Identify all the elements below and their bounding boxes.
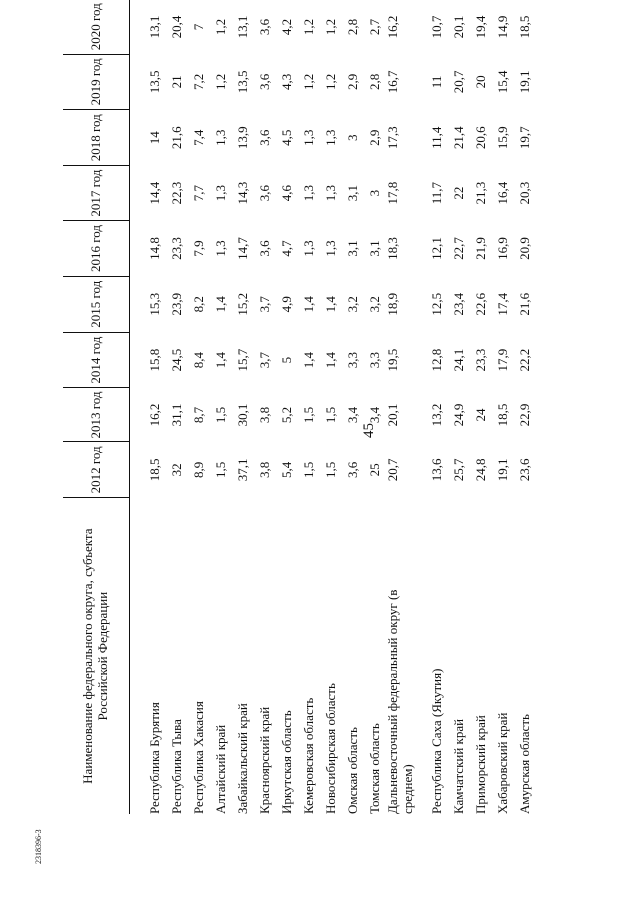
value-cell: 3,7: [256, 351, 272, 369]
value-cell: 15,4: [494, 70, 510, 94]
value-cell: 3,1: [344, 240, 360, 257]
value-cell: 8,7: [190, 406, 206, 424]
value-cell: 16,2: [385, 15, 400, 39]
value-cell: 3,1: [344, 184, 360, 202]
value-cell: 3,6: [256, 73, 272, 91]
value-cell: 17,8: [385, 181, 400, 205]
value-cell: 8,9: [190, 461, 206, 479]
value-cell: 22,7: [450, 237, 466, 260]
value-cell: 1,2: [300, 18, 316, 36]
value-cell: 24,5: [168, 348, 184, 372]
header-year: 2019 год: [63, 54, 130, 110]
value-cell: 16,9: [494, 237, 510, 260]
value-cell: 21: [168, 75, 184, 89]
value-cell: 7,9: [190, 240, 206, 257]
value-cell: 22,3: [168, 181, 184, 205]
value-cell: 14,7: [234, 237, 250, 260]
value-cell: 24: [472, 408, 488, 422]
value-cell: 37,1: [234, 458, 250, 482]
document-code: 2318396-3: [34, 829, 43, 864]
header-year: 2013 год: [63, 388, 130, 442]
value-cell: 8,4: [190, 351, 206, 369]
value-cell: 1,3: [300, 184, 316, 202]
region-name: Дальневосточный федеральный округ (в среднем): [385, 589, 415, 814]
value-cell: 3,6: [256, 184, 272, 202]
value-cell: 13,2: [428, 403, 444, 427]
value-cell: 3,6: [344, 461, 360, 479]
value-cell: 1,3: [212, 184, 228, 202]
value-cell: 19,1: [494, 458, 510, 482]
value-cell: 1,3: [322, 184, 338, 202]
value-cell: 20,3: [516, 181, 532, 205]
value-cell: 8,2: [190, 296, 206, 313]
value-cell: 23,9: [168, 292, 184, 316]
value-cell: 21,6: [168, 126, 184, 150]
region-name: Амурская область: [516, 714, 532, 814]
table-row: [492, 0, 514, 814]
value-cell: 5,2: [278, 406, 294, 424]
value-cell: 20,9: [516, 237, 532, 260]
value-cell: 22: [450, 186, 466, 200]
value-cell: 21,3: [472, 181, 488, 205]
value-cell: 2,9: [344, 73, 360, 91]
value-cell: 20,4: [168, 15, 184, 39]
value-cell: 18,5: [146, 458, 162, 482]
header-year: 2018 год: [63, 110, 130, 166]
value-cell: 14,3: [234, 181, 250, 205]
value-cell: 1,3: [322, 240, 338, 257]
table-row: [320, 0, 342, 814]
region-name: Красноярский край: [256, 706, 272, 814]
value-cell: 3,2: [366, 296, 382, 313]
table-row: [426, 0, 448, 814]
value-cell: 1,3: [212, 129, 228, 146]
value-cell: 3,1: [366, 240, 382, 257]
value-cell: 1,5: [322, 406, 338, 424]
table-row: [188, 0, 210, 814]
value-cell: 2,8: [344, 18, 360, 36]
table-row: [342, 0, 364, 814]
value-cell: 3,3: [366, 351, 382, 369]
value-cell: 2,9: [366, 129, 382, 146]
region-name: Хабаровский край: [494, 712, 510, 814]
value-cell: 14,9: [494, 15, 510, 39]
header-year: 2016 год: [63, 221, 130, 277]
value-cell: 10,7: [428, 15, 444, 39]
value-cell: 1,2: [212, 18, 228, 36]
page-number: 45: [361, 423, 377, 438]
value-cell: 4,9: [278, 296, 294, 313]
header-year: 2014 год: [63, 332, 130, 388]
value-cell: 4,7: [278, 240, 294, 257]
value-cell: 15,9: [494, 126, 510, 150]
value-cell: 19,5: [385, 348, 400, 372]
region-name: Новосибирская область: [322, 683, 338, 814]
value-cell: 1,2: [322, 73, 338, 91]
value-cell: 3,6: [256, 129, 272, 146]
value-cell: 3: [344, 134, 360, 141]
value-cell: 1,4: [212, 351, 228, 369]
value-cell: 17,9: [494, 348, 510, 372]
value-cell: 16,2: [146, 403, 162, 427]
value-cell: 18,5: [494, 403, 510, 427]
value-cell: 1,3: [300, 240, 316, 257]
value-cell: 19,7: [516, 126, 532, 150]
value-cell: 20,7: [450, 70, 466, 94]
value-cell: 32: [168, 463, 184, 477]
value-cell: 1,4: [322, 296, 338, 313]
table-row: [210, 0, 232, 814]
value-cell: 3: [366, 189, 382, 197]
table-row: [470, 0, 492, 814]
header-name: Наименование федерального округа, субъекта Российской Федерации: [63, 498, 130, 814]
value-cell: 2,7: [366, 18, 382, 36]
value-cell: 23,4: [450, 292, 466, 316]
value-cell: 22,6: [472, 292, 488, 316]
value-cell: 13,1: [234, 15, 250, 39]
value-cell: 1,4: [300, 296, 316, 313]
value-cell: 25,7: [450, 458, 466, 482]
header-year: 2017 год: [63, 166, 130, 221]
value-cell: 3,6: [256, 240, 272, 257]
table-row: [232, 0, 254, 814]
value-cell: 14: [146, 131, 162, 145]
value-cell: 1,5: [212, 406, 228, 424]
table-body: [130, 0, 537, 814]
table-row: [514, 0, 536, 814]
value-cell: 5,4: [278, 461, 294, 479]
value-cell: 3,7: [256, 296, 272, 313]
region-name: Республика Хакасия: [190, 701, 206, 814]
value-cell: 1,3: [300, 129, 316, 146]
value-cell: 19,1: [516, 70, 532, 94]
value-cell: 7,7: [190, 184, 206, 202]
region-name: Республика Тыва: [168, 719, 184, 814]
value-cell: 1,2: [322, 18, 338, 36]
value-cell: 20: [472, 75, 488, 89]
value-cell: 23,3: [168, 237, 184, 260]
region-name: Республика Бурятия: [146, 702, 162, 814]
value-cell: 7,2: [190, 73, 206, 91]
value-cell: 23,3: [472, 348, 488, 372]
value-cell: 1,4: [322, 351, 338, 369]
value-cell: 4,2: [278, 18, 294, 36]
value-cell: 22,2: [516, 348, 532, 372]
value-cell: 18,9: [385, 292, 400, 316]
value-cell: 3,2: [344, 296, 360, 313]
value-cell: 22,9: [516, 403, 532, 427]
region-name: Томская область: [366, 723, 382, 814]
value-cell: 21,9: [472, 237, 488, 260]
value-cell: 7: [190, 23, 206, 31]
value-cell: 11,4: [428, 126, 444, 149]
table-row: [166, 0, 188, 814]
value-cell: 1,5: [300, 406, 316, 424]
value-cell: 13,1: [146, 15, 162, 39]
region-name: Республика Саха (Якутия): [428, 668, 444, 814]
value-cell: 17,3: [385, 126, 400, 150]
value-cell: 12,5: [428, 292, 444, 316]
value-cell: 20,1: [385, 403, 400, 427]
region-name: Иркутская область: [278, 710, 294, 814]
region-name: Приморский край: [472, 715, 488, 814]
value-cell: 5: [278, 356, 294, 364]
value-cell: 16,7: [385, 70, 400, 94]
table-row: [448, 0, 470, 814]
value-cell: 4,3: [278, 73, 294, 91]
header-year: 2020 год: [63, 0, 130, 54]
value-cell: 1,3: [322, 129, 338, 146]
value-cell: 3,8: [256, 406, 272, 424]
value-cell: 20,1: [450, 15, 466, 39]
value-cell: 3,8: [256, 461, 272, 479]
value-cell: 3,3: [344, 351, 360, 369]
value-cell: 3,4: [344, 406, 360, 424]
value-cell: 31,1: [168, 403, 184, 427]
value-cell: 21,6: [516, 292, 532, 316]
header-year: 2012 год: [63, 442, 130, 498]
value-cell: 4,5: [278, 129, 294, 146]
value-cell: 14,8: [146, 237, 162, 260]
header-year: 2015 год: [63, 276, 130, 332]
value-cell: 24,8: [472, 458, 488, 482]
value-cell: 24,1: [450, 348, 466, 372]
table-row: [386, 0, 426, 814]
value-cell: 1,4: [212, 296, 228, 313]
value-cell: 15,3: [146, 292, 162, 316]
value-cell: 30,1: [234, 403, 250, 427]
value-cell: 1,2: [212, 73, 228, 91]
value-cell: 4,6: [278, 184, 294, 202]
table-header-row: [63, 0, 130, 814]
value-cell: 2,8: [366, 73, 382, 91]
value-cell: 15,7: [234, 348, 250, 372]
value-cell: 11: [428, 75, 444, 89]
region-name: Забайкальский край: [234, 703, 250, 814]
region-name: Алтайский край: [212, 724, 228, 814]
region-name: Омская область: [344, 727, 360, 814]
value-cell: 1,2: [300, 73, 316, 91]
value-cell: 1,4: [300, 351, 316, 369]
value-cell: 13,5: [146, 70, 162, 94]
value-cell: 13,9: [234, 126, 250, 150]
value-cell: 1,5: [212, 461, 228, 479]
value-cell: 7,4: [190, 129, 206, 146]
value-cell: 20,6: [472, 126, 488, 150]
region-name: Кемеровская область: [300, 697, 316, 814]
value-cell: 13,6: [428, 458, 444, 482]
value-cell: 21,4: [450, 126, 466, 150]
table-row: [130, 0, 167, 814]
value-cell: 1,5: [300, 461, 316, 479]
value-cell: 20,7: [385, 458, 400, 482]
value-cell: 3,4: [366, 406, 382, 424]
value-cell: 25: [366, 463, 382, 477]
value-cell: 15,2: [234, 292, 250, 316]
value-cell: 19,4: [472, 15, 488, 39]
table-row: [254, 0, 276, 814]
value-cell: 18,3: [385, 237, 400, 260]
value-cell: 3,6: [256, 18, 272, 36]
value-cell: 11,7: [428, 181, 444, 205]
value-cell: 23,6: [516, 458, 532, 482]
value-cell: 24,9: [450, 403, 466, 427]
table-row: [276, 0, 298, 814]
value-cell: 12,8: [428, 348, 444, 372]
table-row: [298, 0, 320, 814]
value-cell: 14,4: [146, 181, 162, 205]
data-table: [63, 0, 536, 814]
region-name: Камчатский край: [450, 718, 466, 814]
value-cell: 17,4: [494, 292, 510, 316]
value-cell: 1,5: [322, 461, 338, 479]
value-cell: 16,4: [494, 181, 510, 205]
value-cell: 15,8: [146, 348, 162, 372]
table-row: [364, 0, 386, 814]
value-cell: 13,5: [234, 70, 250, 94]
value-cell: 1,3: [212, 240, 228, 257]
value-cell: 12,1: [428, 237, 444, 260]
value-cell: 18,5: [516, 15, 532, 39]
